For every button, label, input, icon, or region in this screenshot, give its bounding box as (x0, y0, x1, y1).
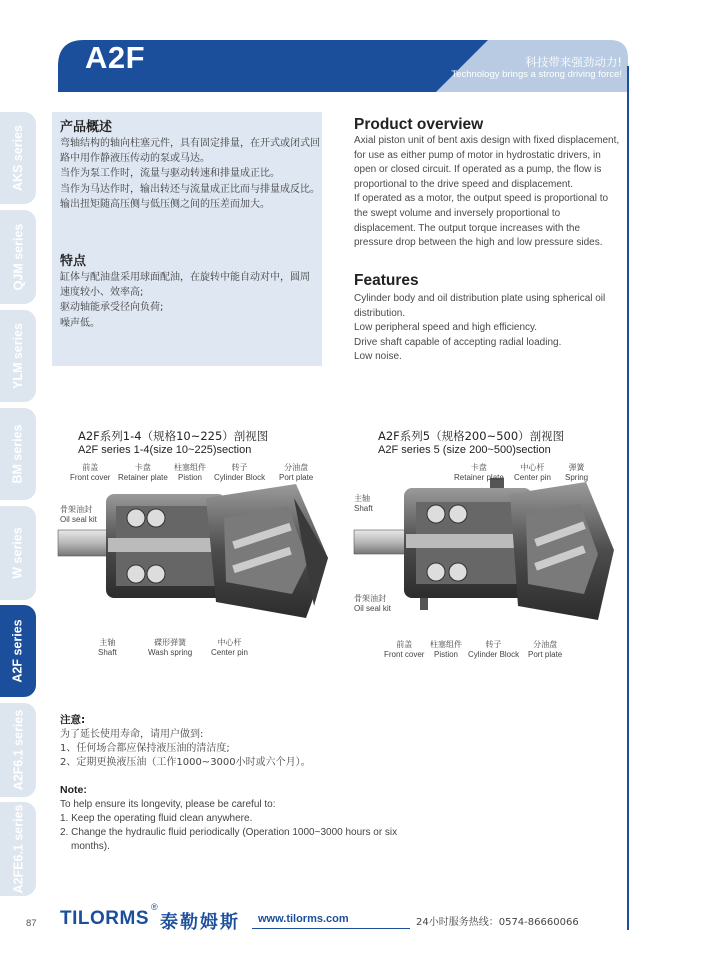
figure1-caption-en: A2F series 1-4(size 10~225)section (78, 443, 252, 456)
note-title-en: Note: (60, 784, 87, 796)
text-line: Drive shaft capable of accepting radial loading. (354, 336, 562, 348)
page-title: A2F (85, 40, 146, 75)
text-line: To help ensure its longevity, please be careful to: (60, 799, 276, 810)
fig1-label-piston: 柱塞组件 Pistion (174, 463, 206, 482)
figure1-caption (78, 430, 268, 457)
fig2-label-retainer-plate: 卡盘 Retainer plate (454, 463, 504, 482)
sidebar-item-bm[interactable] (0, 408, 36, 500)
sidebar-item-a2f[interactable] (0, 605, 36, 697)
note-text-en (60, 798, 420, 854)
sidebar-item-label: W series (11, 527, 26, 579)
text-line: 弯轴结构的轴向柱塞元件，具有固定排量，在开式或闭式回 (60, 138, 320, 149)
sidebar-item-a2fe6-1[interactable] (0, 802, 36, 896)
text-line: 1. Keep the operating fluid clean anywhere. (60, 813, 253, 824)
figure2-caption-cn: A2F系列5（规格200~500）剖视图 (378, 429, 565, 443)
sidebar-item-aks[interactable] (0, 112, 36, 204)
sidebar-item-w[interactable] (0, 506, 36, 600)
text-line: 2. Change the hydraulic fluid periodically (Operation 1000~3000 hours or six (60, 827, 398, 838)
fig2-label-port-plate: 分油盘 Port plate (528, 640, 563, 659)
text-line: 当作为泵工作时，流量与驱动转速和排量成正比。 (60, 168, 280, 180)
text-line: 2、定期更换液压油（工作1000~3000小时或六个月）。 (60, 757, 311, 768)
website-link[interactable]: www.tilorms.com (258, 913, 349, 925)
features-text-en (354, 292, 626, 365)
brand-logo: TILORMS (60, 908, 149, 929)
fig2-label-shaft: 主轴 Shaft (354, 494, 373, 513)
sidebar-item-label: YLM series (11, 322, 26, 390)
figure2-caption (378, 430, 564, 457)
text-line: Low peripheral speed and high efficiency. (354, 322, 538, 334)
text-line: 输出扭矩随高压侧与低压侧之间的压差而加大。 (60, 198, 270, 210)
footer-rule (252, 928, 410, 929)
fig1-label-wash-spring: 碟形弹簧 Wash spring (148, 638, 193, 657)
text-line: proportional to the drive speed and displacement. (354, 178, 574, 190)
fig1-label-retainer-plate: 卡盘 Retainer plate (118, 463, 168, 482)
fig2-label-center-pin: 中心杆 Center pin (514, 463, 551, 482)
text-line: 噪声低。 (60, 317, 100, 329)
sidebar-item-ylm[interactable] (0, 310, 36, 402)
text-line: 当作为马达作时，输出转还与流量成正比而与排量成反比。 (60, 183, 320, 195)
overview-text-cn (60, 136, 322, 212)
fig2-label-cylinder-block: 转子 Cylinder Block (468, 640, 520, 659)
fig2-label-spring: 弹簧 Spring (565, 463, 589, 482)
right-rule (627, 66, 629, 930)
sidebar-item-label: QJM series (11, 223, 25, 291)
slogan-en: Technology brings a strong driving force! (451, 69, 622, 80)
overview-text-en (354, 134, 626, 251)
text-line: If operated as a motor, the output speed is proportional to (354, 193, 609, 205)
fig1-label-center-pin: 中心杆 Center pin (211, 638, 248, 657)
text-line: open or closed circuit. If operated as a pump, the flow is (354, 164, 602, 176)
features-title-cn: 特点 (60, 254, 87, 269)
text-line: the swept volume and inversely proportional to (354, 207, 561, 219)
registered-mark: ® (151, 902, 158, 912)
fig2-label-piston: 柱塞组件 Pistion (430, 640, 462, 659)
sidebar-item-label: A2F series (11, 619, 26, 683)
text-line: 驱动轴能承受径向负荷; (60, 302, 164, 314)
fig2-label-front-cover: 前盖 Front cover (384, 640, 425, 659)
note-title-cn: 注意: (60, 714, 86, 726)
figure2-caption-en: A2F series 5 (size 200~500)section (378, 443, 551, 456)
text-line: 路中用作静液压传动的泵或马达。 (60, 153, 210, 165)
fig1-label-shaft: 主轴 Shaft (98, 638, 117, 657)
text-line: Axial piston unit of bent axis design with fixed displacement, (354, 135, 620, 146)
sidebar-item-label: A2F6.1 series (11, 709, 26, 791)
features-text-cn (60, 270, 322, 331)
slogan-cn: 科技带来强劲动力! (525, 55, 622, 69)
text-line: months). (71, 841, 110, 852)
page-number: 87 (26, 918, 37, 929)
fig2-label-oil-seal-kit: 骨架油封 Oil seal kit (354, 594, 391, 613)
sidebar-item-label: BM series (11, 424, 25, 484)
features-title-en: Features (354, 272, 419, 289)
note-text-cn (60, 728, 420, 770)
overview-title-en: Product overview (354, 116, 484, 133)
text-line: 速度较小、效率高; (60, 287, 144, 299)
brand-logo-cn: 泰勒姆斯 (160, 912, 240, 933)
text-line: Low noise. (354, 351, 402, 363)
overview-title-cn: 产品概述 (60, 120, 113, 135)
figure1-pump-section (56, 478, 332, 630)
text-line: 为了延长使用寿命，请用户做到: (60, 729, 204, 740)
sidebar-item-label: A2FE6.1 series (11, 804, 26, 894)
text-line: distribution. (354, 307, 406, 319)
fig1-label-cylinder-block: 转子 Cylinder Block (214, 463, 266, 482)
text-line: displacement. The output torque increases with the (354, 222, 581, 234)
service-hotline: 24小时服务热线：0574-86660066 (416, 917, 579, 928)
figure1-caption-cn: A2F系列1-4（规格10~225）剖视图 (78, 429, 269, 443)
text-line: 1、任何场合都应保持液压油的清洁度; (60, 743, 230, 754)
sidebar-item-label: AKS series (11, 124, 26, 192)
text-line: Cylinder body and oil distribution plate using spherical oil (354, 293, 606, 304)
fig1-label-port-plate: 分油盘 Port plate (279, 463, 314, 482)
text-line: pressure drop between the high and low pressure sides. (354, 237, 603, 249)
sidebar-item-qjm[interactable] (0, 210, 36, 304)
text-line: for use as either pump of motor in hydrostatic drivers, in (354, 149, 601, 161)
fig1-label-oil-seal-kit: 骨架油封 Oil seal kit (60, 505, 97, 524)
fig1-label-front-cover: 前盖 Front cover (70, 463, 111, 482)
sidebar-item-a2f6-1[interactable] (0, 703, 36, 797)
text-line: 缸体与配油盘采用球面配油，在旋转中能自动对中，圆周 (60, 272, 310, 283)
